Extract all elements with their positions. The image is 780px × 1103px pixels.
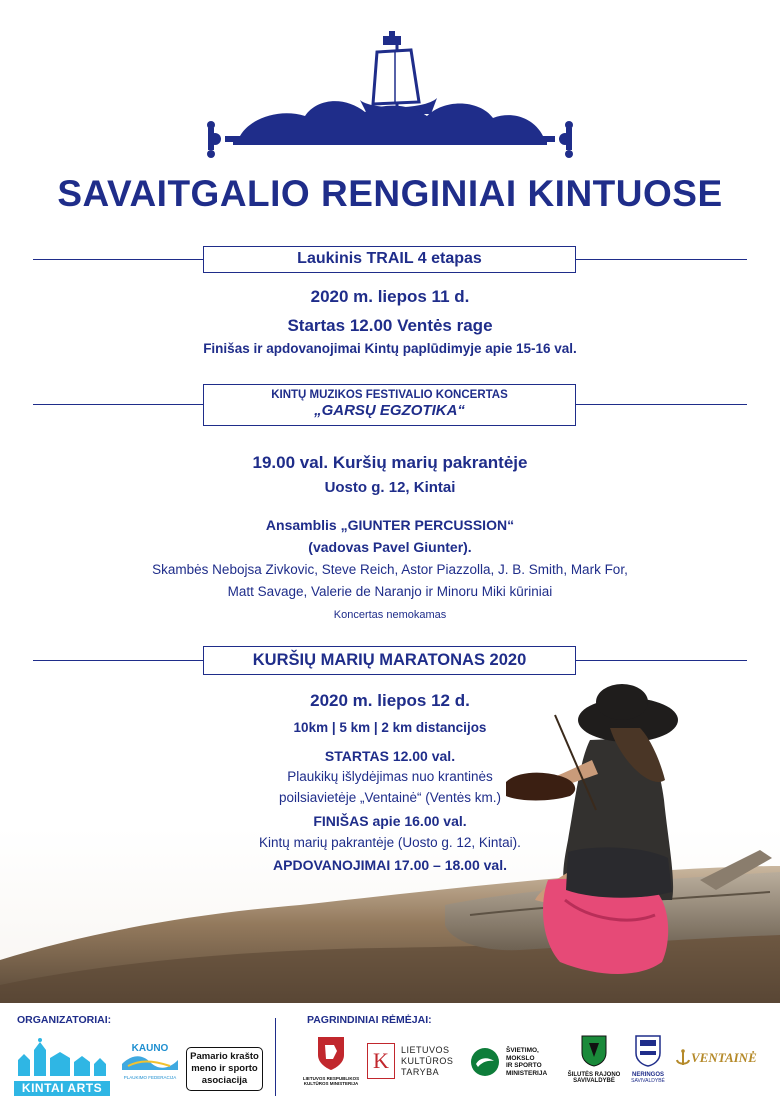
ltk-logo — [367, 1043, 457, 1083]
svietimo-line3: IR SPORTO — [506, 1062, 542, 1069]
sponsors-label: PAGRINDINIAI RĖMĖJAI: — [307, 1014, 432, 1026]
event3-finish-desc: Kintų marių pakrantėje (Uosto g. 12, Kintai). — [259, 835, 521, 850]
svietimo-line2: MOKSLO — [506, 1054, 535, 1062]
kauno-subtext: PLAUKIMO FEDERACIJA — [123, 1075, 177, 1080]
anchor-icon — [676, 1049, 690, 1067]
event2-leader: (vadovas Pavel Giunter). — [308, 539, 472, 555]
event1-finish: Finišas ir apdovanojimai Kintų paplūdimyje apie 15-16 val. — [203, 341, 577, 356]
pamario-line1: Pamario krašto — [190, 1051, 259, 1062]
pamario-logo — [186, 1047, 263, 1091]
silute-line1: ŠILUTĖS RAJONO — [567, 1072, 621, 1078]
kauno-text: KAUNO — [131, 1043, 169, 1054]
event3-distances: 10km | 5 km | 2 km distancijos — [293, 720, 487, 735]
lrkm-logo — [300, 1035, 362, 1097]
event2-program-line2: Matt Savage, Valerie de Naranjo ir Minoru Miki kūriniai — [227, 584, 553, 599]
event3-awards: APDOVANOJIMAI 17.00 – 18.00 val. — [273, 857, 507, 873]
event3-start-desc2: poilsiavietėje „Ventainė“ (Ventės km.) — [278, 790, 502, 805]
event2-ensemble: Ansamblis „GIUNTER PERCUSSION“ — [265, 517, 515, 533]
lrkm-line1: LIETUVOS RESPUBLIKOS — [302, 1076, 360, 1081]
event3-heading: KURŠIŲ MARIŲ MARATONAS 2020 — [203, 646, 576, 675]
footer-logos — [0, 1003, 780, 1103]
kintai-arts-logo — [14, 1038, 110, 1093]
event3-start: STARTAS 12.00 val. — [324, 748, 456, 764]
ventaine-logo — [676, 1048, 776, 1070]
event1-heading: Laukinis TRAIL 4 etapas — [203, 246, 576, 273]
event2-time: 19.00 val. Kuršių marių pakrantėje — [252, 453, 528, 472]
svietimo-line1: ŠVIETIMO, — [506, 1047, 539, 1054]
ship-emblem-icon — [205, 28, 575, 163]
event1-date: 2020 m. liepos 11 d. — [310, 287, 470, 306]
neringa-coat-of-arms-icon — [635, 1035, 661, 1067]
silute-line2: SAVIVALDYBĖ — [573, 1078, 615, 1084]
ltk-k-icon: K — [367, 1043, 395, 1079]
neringa-logo — [622, 1035, 674, 1097]
ministry-emblem-icon — [470, 1047, 500, 1077]
ltk-line1: LIETUVOS — [401, 1045, 450, 1055]
event2-heading-line2: „GARSŲ EGZOTIKA“ — [314, 402, 465, 419]
svietimo-logo — [470, 1043, 560, 1083]
ltk-line2: KULTŪROS — [401, 1056, 454, 1066]
event3-finish: FINIŠAS apie 16.00 val. — [313, 813, 467, 829]
svietimo-line4: MINISTERIJA — [506, 1069, 548, 1077]
event3-start-desc1: Plaukikų išlydėjimas nuo krantinės — [287, 769, 493, 784]
event1-start: Startas 12.00 Ventės rage — [287, 316, 493, 335]
lrkm-line2: KULTŪROS MINISTERIJA — [303, 1081, 359, 1086]
pamario-line3: asociacija — [201, 1075, 248, 1086]
neringa-line2: SAVIVALDYBĖ — [631, 1078, 665, 1084]
silute-coat-of-arms-icon — [581, 1035, 607, 1067]
event2-heading — [203, 384, 576, 426]
kintai-arts-text: KINTAI ARTS — [14, 1081, 110, 1096]
page-title: SAVAITGALIO RENGINIAI KINTUOSE — [57, 173, 723, 214]
ventaine-text: VENTAINĖ — [691, 1050, 757, 1065]
kauno-logo — [120, 1043, 180, 1088]
event2-program-line1: Skambės Nebojsa Zivkovic, Steve Reich, Astor Piazzolla, J. B. Smith, Mark For, — [152, 562, 628, 577]
event3-date: 2020 m. liepos 12 d. — [310, 691, 470, 710]
pamario-line2: meno ir sporto — [191, 1063, 258, 1074]
ltk-line3: TARYBA — [401, 1067, 440, 1077]
neringa-line1: NERINGOS — [631, 1072, 664, 1078]
event2-free: Koncertas nemokamas — [333, 609, 447, 621]
event2-address: Uosto g. 12, Kintai — [324, 479, 456, 496]
coat-of-arms-icon — [316, 1035, 346, 1071]
silute-logo — [566, 1035, 622, 1097]
footer-divider — [275, 1018, 276, 1096]
event2-heading-line1: KINTŲ MUZIKOS FESTIVALIO KONCERTAS — [271, 389, 508, 401]
organizers-label: ORGANIZATORIAI: — [17, 1014, 112, 1026]
